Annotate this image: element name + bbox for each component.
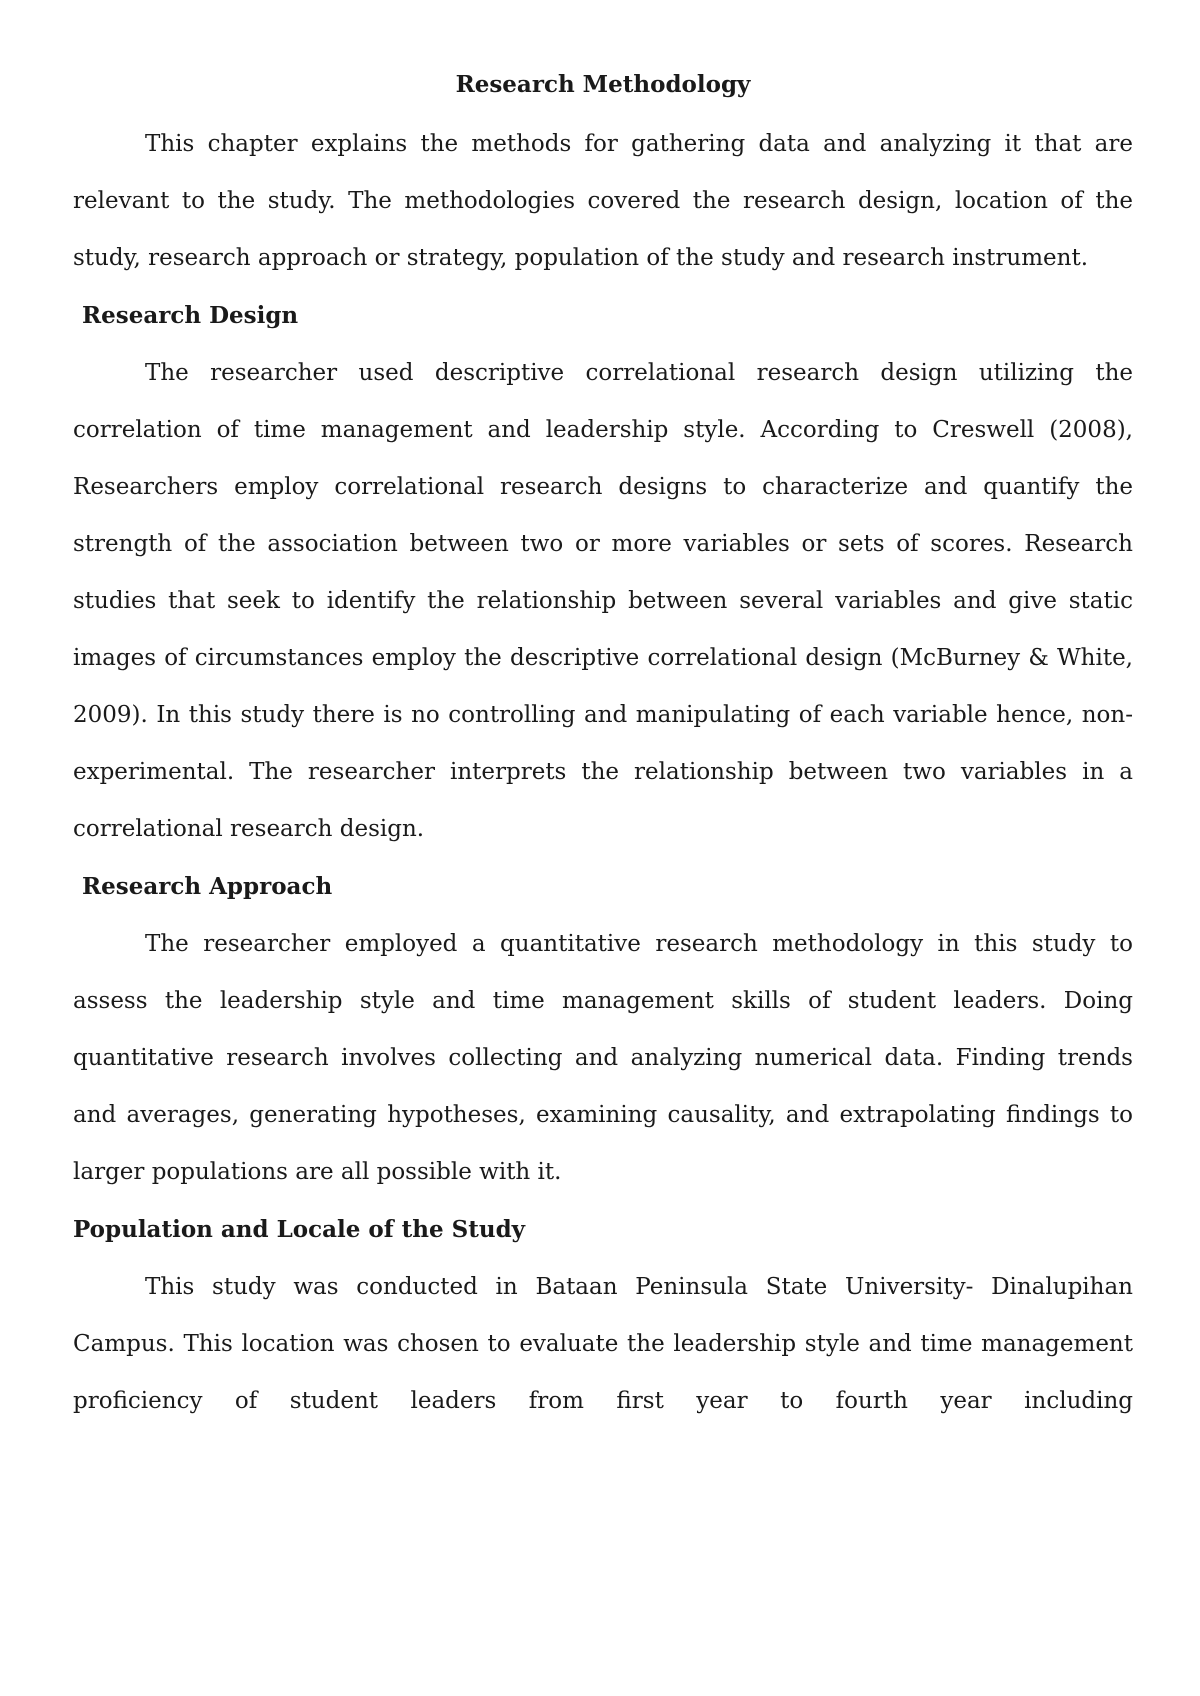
document-title: Research Methodology [455, 71, 751, 98]
section-heading-research-approach: Research Approach [82, 873, 333, 900]
section-heading-population-locale: Population and Locale of the Study [73, 1216, 526, 1243]
intro-paragraph: This chapter explains the methods for gathering data and analyzing it that are relevant to the study. The methodologies covered the research design, location of the study, research approach or strategy, population of the study and research instrument. [73, 131, 1133, 271]
document-page [73, 60, 1133, 1430]
research-design-paragraph: The researcher used descriptive correlational research design utilizing the correlation of time management and leadership style. According to Creswell (2008), Researchers employ correlational research designs to characterize and quantify the strength of the association between two or more variables or sets of scores. Research studies that seek to identify the relationship between several variables and give static images of circumstances employ the descriptive correlational design (McBurney & White, 2009). In this study there is no controlling and manipulating of each variable hence, non-experimental. The researcher interprets the relationship between two variables in a correlational research design. [73, 360, 1133, 842]
research-approach-paragraph: The researcher employed a quantitative research methodology in this study to assess the leadership style and time management skills of student leaders. Doing quantitative research involves collecting and analyzing numerical data. Finding trends and averages, generating hypotheses, examining causality, and extrapolating findings to larger populations are all possible with it. [73, 931, 1133, 1185]
section-heading-research-design: Research Design [82, 302, 299, 329]
population-locale-paragraph: This study was conducted in Bataan Peninsula State University- Dinalupihan Campus. This location was chosen to evaluate the leadership style and time management proficiency of student leaders from first year to fourth year including [73, 1274, 1133, 1414]
